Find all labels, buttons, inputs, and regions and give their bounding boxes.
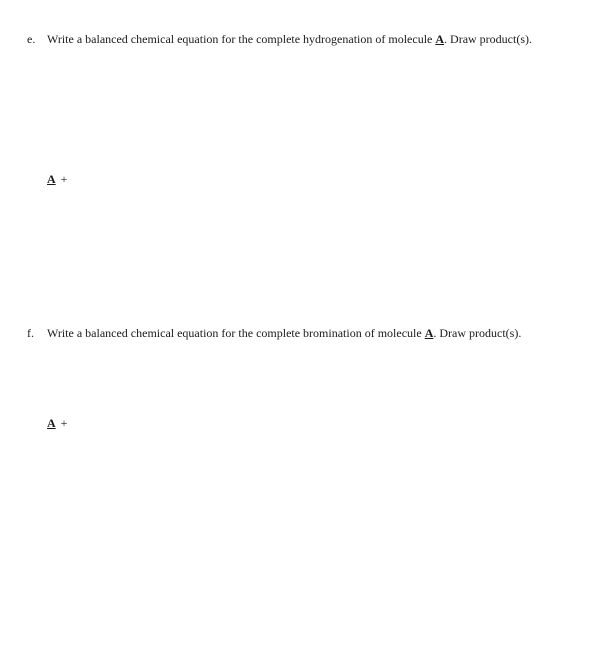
equation-e <box>47 172 67 187</box>
question-letter: f. <box>27 326 34 340</box>
answer-area-f[interactable] <box>47 436 577 656</box>
question-text-after: . Draw product(s). <box>433 326 522 340</box>
equation-molecule: A <box>47 416 56 430</box>
equation-molecule: A <box>47 172 56 186</box>
question-text-after: . Draw product(s). <box>444 32 533 46</box>
question-text-before: Write a balanced chemical equation for the complete bromination of molecule <box>47 326 425 340</box>
question-text-before: Write a balanced chemical equation for the complete hydrogenation of molecule <box>47 32 436 46</box>
molecule-label: A <box>424 326 434 340</box>
question-letter: e. <box>27 32 36 46</box>
equation-plus: + <box>60 172 68 186</box>
molecule-label: A <box>435 32 445 46</box>
question-text <box>47 32 532 47</box>
equation-plus: + <box>60 416 68 430</box>
answer-area-e[interactable] <box>47 192 577 312</box>
equation-f <box>47 416 67 431</box>
question-text <box>47 326 521 341</box>
